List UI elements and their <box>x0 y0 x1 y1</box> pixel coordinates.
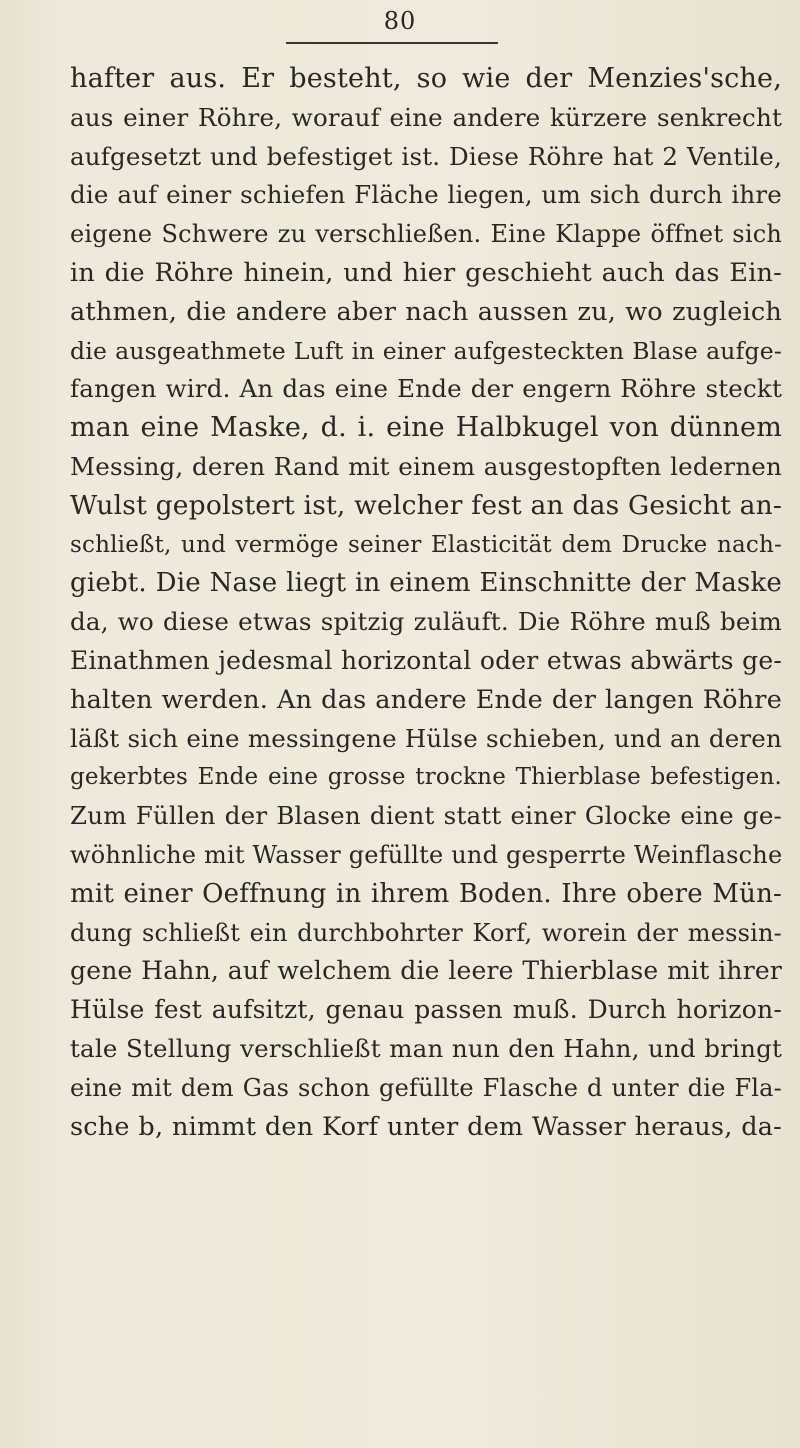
text-line: Messing, deren Rand mit einem ausgestopften ledernen <box>70 451 782 481</box>
text-line: die ausgeathmete Luft in einer aufgesteckten Blase aufge- <box>70 336 782 365</box>
text-line: dung schließt ein durchbohrter Korf, worein der messin- <box>70 918 782 947</box>
text-line: mit einer Oeffnung in ihrem Boden. Ihre obere Mün- <box>70 878 782 909</box>
text-line: gene Hahn, auf welchem die leere Thierblase mit ihrer <box>70 956 782 986</box>
text-line: Zum Füllen der Blasen dient statt einer Glocke eine ge- <box>70 801 782 831</box>
text-line: aufgesetzt und befestiget ist. Diese Röhre hat 2 Ventile, <box>70 141 782 171</box>
text-line: Hülse fest aufsitzt, genau passen muß. Durch horizon- <box>70 995 782 1025</box>
body-text <box>70 60 782 1146</box>
text-line: man eine Maske, d. i. eine Halbkugel von dünnem <box>70 412 782 444</box>
text-line: läßt sich eine messingene Hülse schieben, und an deren <box>70 723 782 753</box>
text-line: Wulst gepolstert ist, welcher fest an das Gesicht an- <box>70 489 782 521</box>
text-line: halten werden. An das andere Ende der langen Röhre <box>70 684 782 715</box>
page-number: 80 <box>383 7 417 35</box>
text-line: schließt, und vermöge seiner Elasticität dem Drucke nach- <box>70 531 782 558</box>
text-line: tale Stellung verschließt man nun den Hahn, und bringt <box>70 1033 782 1063</box>
text-line: Einathmen jedesmal horizontal oder etwas abwärts ge- <box>70 645 782 675</box>
text-line: fangen wird. An das eine Ende der engern Röhre steckt <box>70 374 782 404</box>
text-line: giebt. Die Nase liegt in einem Einschnitte der Maske <box>70 568 782 599</box>
text-line: da, wo diese etwas spitzig zuläuft. Die Röhre muß beim <box>70 607 782 637</box>
text-line: aus einer Röhre, worauf eine andere kürzere senkrecht <box>70 102 782 132</box>
header-rule <box>286 42 498 44</box>
text-line: hafter aus. Er besteht, so wie der Menzies'sche, <box>70 63 782 94</box>
text-line: wöhnliche mit Wasser gefüllte und gesperrte Weinflasche <box>70 840 783 869</box>
text-line: in die Röhre hinein, und hier geschieht auch das Ein- <box>70 257 782 288</box>
text-line: gekerbtes Ende eine grosse trockne Thierblase befestigen. <box>70 764 782 791</box>
text-line: sche b, nimmt den Korf unter dem Wasser heraus, da- <box>70 1111 782 1142</box>
text-line: eine mit dem Gas schon gefüllte Flasche d unter die Fla- <box>70 1073 782 1102</box>
text-line: eigene Schwere zu verschließen. Eine Klappe öffnet sich <box>70 220 782 249</box>
text-line: athmen, die andere aber nach aussen zu, wo zugleich <box>70 296 782 327</box>
text-line: die auf einer schiefen Fläche liegen, um sich durch ihre <box>70 180 782 210</box>
